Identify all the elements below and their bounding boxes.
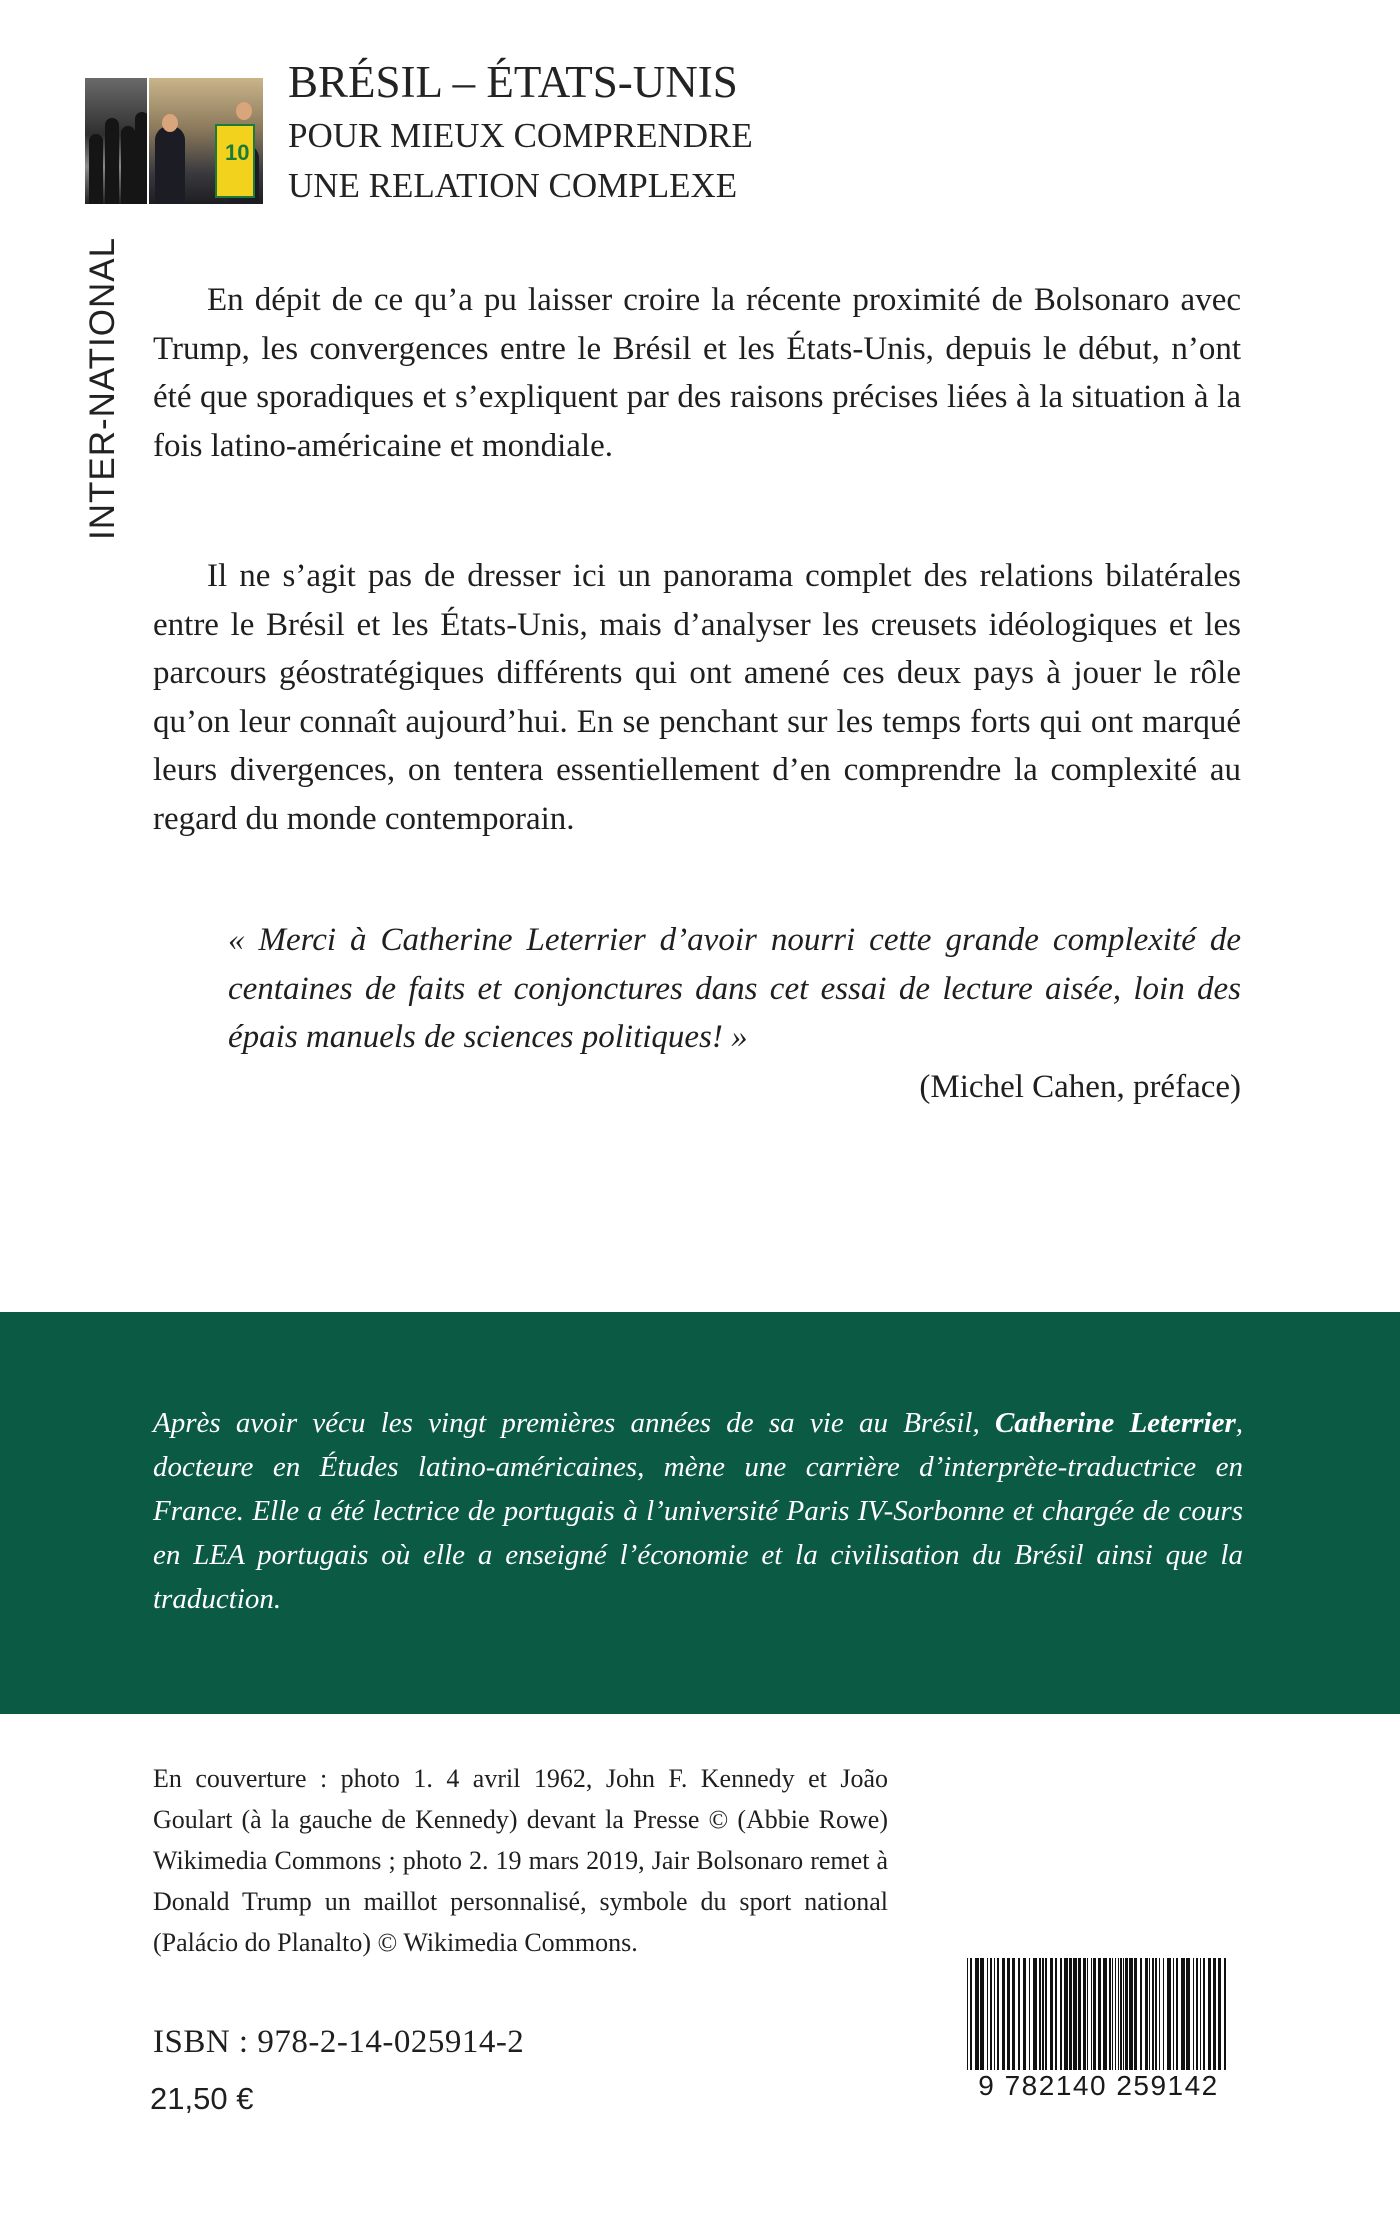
subtitle-line-2: UNE RELATION COMPLEXE — [288, 166, 738, 205]
preface-quote: « Merci à Catherine Leterrier d’avoir nourri cette grande complexité de centaines de faits et conjonctures dans cet essai de lecture aisée, loin des épais manuels de sciences politiques! » — [228, 922, 1241, 1055]
book-title: BRÉSIL – ÉTATS-UNIS — [288, 57, 738, 107]
summary-paragraph-1: En dépit de ce qu’a pu laisser croire la récente proximité de Bolsonaro avec Trump, les convergences entre le Brésil et les États-Unis, depuis le début, n’ont été que sporadiques et s’expliquent par des raisons précises liées à la situation à la fois latino-américaine et mondiale. — [153, 282, 1241, 464]
price: 21,50 € — [150, 2081, 254, 2116]
cover-credits: En couverture : photo 1. 4 avril 1962, John F. Kennedy et João Goulart (à la gauche de Kennedy) devant la Presse © (Abbie Rowe) Wikimedia Commons ; photo 2. 19 mars 2019, Jair Bolsonaro remet à Donald Trump un maillot personnalisé, symbole du sport national (Palácio do Planalto) © Wikimedia Commons. — [153, 1764, 888, 1957]
kennedy-goulart-photo — [85, 78, 147, 204]
isbn: ISBN : 978-2-14-025914-2 — [153, 2024, 525, 2060]
subtitle-line-1: POUR MIEUX COMPRENDRE — [288, 116, 753, 155]
barcode — [965, 1958, 1232, 2118]
series-label: INTER-NATIONAL — [83, 236, 122, 540]
summary-paragraph-2: Il ne s’agit pas de dresser ici un panorama complet des relations bilatérales entre le Brésil et les États-Unis, mais d’analyser les creusets idéologiques et les parcours géostratégiques différents qui ont amené ces deux pays à jouer le rôle qu’on leur connaît aujourd’hui. En se penchant sur les temps forts qui ont marqué leurs divergences, on tentera essentiellement d’en comprendre la complexité au regard du monde contemporain. — [153, 558, 1241, 837]
cover-photos — [85, 78, 263, 204]
author-bio: Après avoir vécu les vingt premières années de sa vie au Brésil, Catherine Leterrier, docteure en Études latino-américaines, mène une carrière d’interprète-traductrice en France. Elle a été lectrice de portugais à l’université Paris IV-Sorbonne et chargée de cours en LEA portugais où elle a enseigné l’économie et la civilisation du Brésil ainsi que la traduction. — [153, 1407, 1244, 1615]
quote-attribution: (Michel Cahen, préface) — [919, 1069, 1241, 1105]
barcode-number: 9 782140 259142 — [965, 2070, 1232, 2102]
bolsonaro-trump-photo — [149, 78, 263, 204]
jersey-number: 10 — [225, 140, 250, 165]
barcode-bars — [965, 1958, 1232, 2070]
author-name: Catherine Leterrier — [994, 1407, 1236, 1439]
